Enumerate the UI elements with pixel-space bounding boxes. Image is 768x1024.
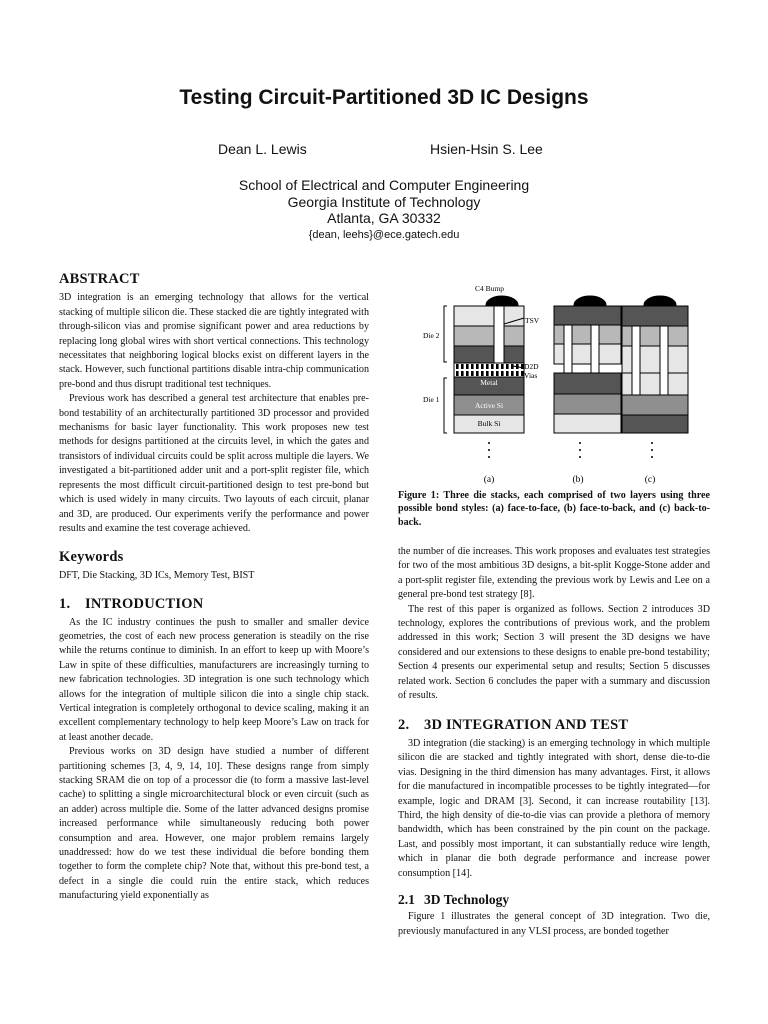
tsv-label: TSV: [525, 316, 540, 325]
subsection-heading-3d-technology: [398, 893, 710, 907]
bulk-si-layer: [454, 306, 524, 326]
section-title: 3D INTEGRATION AND TEST: [424, 717, 629, 734]
section-heading-introduction: [59, 597, 369, 611]
d2d-via: [481, 371, 484, 376]
body-paragraph: Previous works on 3D design have studied a number of different partitioning schemes [3, 4, 9, 14, 10]. These designs range from simply stacking SRAM die on top of a processor die (to form a massive last-level cache) to splitting a single microarchitectural block or even circuit (such as an adder) across multiple die. Some of the latter advanced designs promise increased performance while simultaneously reducing both power consumption and area. However, one major problem remains largely unaddressed: how do we test these individual die before bonding them together to form the complete chip? Note that, without this pre-bond test, a defect in a single die could ruin the entire stack, which reduces manufacturing yield exponentially as: [59, 746, 369, 902]
d2d-via: [471, 371, 474, 376]
bulk-si-label: Bulk Si: [477, 419, 501, 428]
body-paragraph: The rest of this paper is organized as follows. Section 2 introduces 3D technology, explores the contributions of previous work, and the problem addressed in this work; Section 3 will present the 3D designs we have considered and our extensions to these designs to enable pre-bond testability; Section 4 presents our experimental setup and results; Section 5 discusses related work. Section 6 concludes the paper with a summary and discussion of results.: [398, 603, 710, 702]
bulk-si-layer: [554, 414, 621, 433]
d2d-via: [506, 364, 509, 369]
subsection-number: 2.1: [398, 891, 415, 907]
d2d-via: [466, 371, 469, 376]
active-si-layer: [622, 395, 688, 415]
tsv: [564, 325, 572, 373]
d2d-via: [501, 364, 504, 369]
body-paragraph: the number of die increases. This work proposes and evaluates test strategies for two of the most ambitious 3D designs, a bit-split Kogge-Stone adder and a port-split register file, extending the previous work by Lewis and Lee on a general pre-bond test strategy [8].: [398, 546, 710, 601]
d2d-via: [481, 364, 484, 369]
d2d-via: [506, 371, 509, 376]
affiliation-line: School of Electrical and Computer Engineering: [238, 177, 530, 193]
d2d-via: [476, 371, 479, 376]
d2d-via: [491, 371, 494, 376]
continuation-dots: [488, 442, 653, 458]
tsv: [591, 325, 599, 373]
affiliation-line: Georgia Institute of Technology: [287, 193, 481, 210]
paper-title: Testing Circuit-Partitioned 3D IC Designs: [179, 86, 589, 109]
body-paragraph: 3D integration (die stacking) is an emerging technology in which multiple silicon die are stacked and tightly integrated with short, dense die-to-die vias. Designing in the third dimension has many advantages. First, it allows for die manufactured in incompatible processes to be tightly integrated—for example, logic and DRAM [3]. Second, it can increase routability [13]. Third, the high density of die-to-die vias can provide a plethora of memory bandwidth, which has been constrained by the pin count on the package. Last, and possibly most important, it can substantially reduce wire length, which in planar die both degrade performance and increase power consumption [14].: [398, 737, 710, 879]
abstract-paragraph: Previous work has described a general test architecture that enables pre-bond testability of an architecturally partitioned 3D processor and provided mechanisms for basic layer functionality. This work proposes new test methods for designs partitioned at the circuits level, in which the gates and transistors of individual circuits could be split across multiple die layers. We investigated a bit-partitioned adder unit and a port-split register file, which represents the most difficult circuit-partitioned design to test pre-bond but which is used widely in many circuits. Two layouts of each circuit, planar and 3D, are produced. Our experiments verify the performance and power results and examine the test coverage achieved.: [59, 393, 369, 534]
active-si-layer: [554, 394, 621, 414]
keywords-text: DFT, Die Stacking, 3D ICs, Memory Test, BIST: [59, 569, 255, 581]
section-number: 2.: [398, 717, 410, 734]
figure-caption: Figure 1: Three die stacks, each comprised of two layers using three possible bond styles: (a) face-to-face, (b) face-to-back, and (c) back-to-back.: [398, 490, 710, 528]
affiliation-line: Atlanta, GA 30332: [327, 210, 441, 226]
section-title: INTRODUCTION: [85, 596, 204, 613]
metal-layer: [454, 346, 524, 363]
die-2-bracket: [444, 306, 447, 362]
subsection-title: 3D Technology: [424, 891, 510, 907]
die-1-label: Die 1: [423, 395, 440, 404]
d2d-via: [471, 364, 474, 369]
d2d-label: D2D: [524, 362, 539, 371]
vias-label: Vias: [524, 371, 538, 380]
active-si-label: Active Si: [474, 401, 504, 410]
d2d-via: [486, 371, 489, 376]
metal-layer: [622, 415, 688, 433]
body-paragraph: As the IC industry continues the push to smaller and smaller device geometries, the cost of each new process generation is steadily on the rise while the returns continue to diminish. In an effort to keep up with Moore’s Law in spite of these difficulties, manufacturers are increasingly turning to new fabrication technologies. 3D integration is one such technology which allows for the integration of multiple silicon die into a single chip stack. Vertical integration is completely orthogonal to device scaling, making it an excellent complementary technology to help keep Moore’s Law on track for at least another decade.: [59, 616, 369, 743]
d2d-via: [466, 364, 469, 369]
metal-layer: [622, 306, 688, 326]
d2d-via: [476, 364, 479, 369]
metal-layer: [554, 306, 621, 325]
subfigure-label: (b): [572, 475, 584, 485]
c4-bump-label: C4 Bump: [475, 284, 504, 293]
metal-layer: [554, 373, 621, 394]
body-paragraph: Figure 1 illustrates the general concept of 3D integration. Two die, previously manufactured in any VLSI process, are bonded together: [398, 911, 710, 937]
subfigure-label: (a): [483, 475, 495, 485]
d2d-via: [461, 364, 464, 369]
active-si-layer: [454, 326, 524, 346]
abstract-heading: ABSTRACT: [59, 271, 140, 287]
keywords-heading: Keywords: [59, 549, 124, 566]
d2d-via: [511, 371, 514, 376]
d2d-via: [496, 364, 499, 369]
d2d-via: [516, 371, 519, 376]
d2d-via: [491, 364, 494, 369]
left-column: [59, 272, 369, 904]
d2d-via: [486, 364, 489, 369]
section-number: 1.: [59, 596, 71, 613]
die-1-bracket: [444, 378, 447, 433]
d2d-via: [456, 364, 459, 369]
author-name: Dean L. Lewis: [218, 141, 307, 157]
abstract-paragraph: 3D integration is an emerging technology that allows for the vertical stacking of multiple silicon die. These stacked die are tightly integrated with through-silicon vias and promise significant power and area reductions by replacing long global wires with short vertical connections. This technology necessitates that neighboring logical blocks exist on different layers in the stack. However, such functional partitions disable intra-chip communication pre-bond and thus disrupt traditional test techniques.: [59, 292, 369, 390]
author-name: Hsien-Hsin S. Lee: [430, 141, 543, 157]
right-column: [398, 545, 710, 939]
section-heading-3d-integration: [398, 718, 710, 732]
d2d-via: [461, 371, 464, 376]
metal-label: Metal: [480, 378, 498, 387]
d2d-via: [456, 371, 459, 376]
die-stack-diagram: [398, 278, 710, 486]
figure-1: [398, 278, 710, 491]
d2d-via: [501, 371, 504, 376]
author-email: {dean, leehs}@ece.gatech.edu: [308, 229, 460, 241]
subfigure-label: (c): [644, 475, 656, 485]
affiliation: [0, 177, 768, 227]
tsv: [494, 306, 504, 363]
die-2-label: Die 2: [423, 331, 440, 340]
d2d-via: [496, 371, 499, 376]
